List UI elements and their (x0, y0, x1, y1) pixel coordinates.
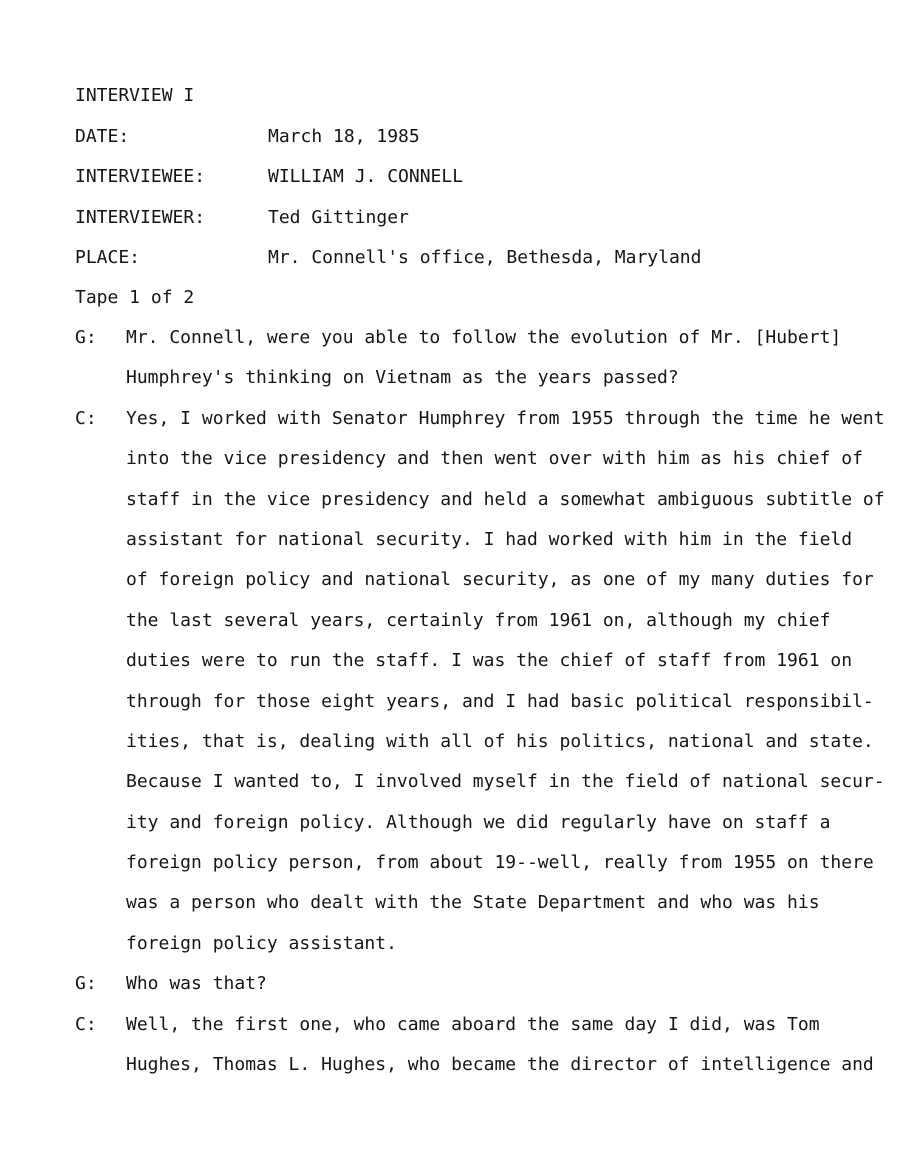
text-line: ity and foreign policy. Although we did regularly have on staff a (126, 811, 831, 833)
speech-text (126, 407, 921, 972)
text-line: through for those eight years, and I had basic political responsibil- (126, 690, 874, 712)
text-line: Because I wanted to, I involved myself in the field of national secur- (126, 771, 885, 793)
text-line: ities, that is, dealing with all of his politics, national and state. (126, 730, 874, 752)
speech-text (126, 326, 921, 407)
interviewer-label: INTERVIEWER: (75, 206, 206, 228)
date-label: DATE: (75, 126, 130, 147)
speaker-label: G: (75, 973, 97, 995)
place-label: PLACE: (75, 247, 141, 269)
text-line: staff in the vice presidency and held a somewhat ambiguous subtitle of (126, 488, 885, 510)
text-line: into the vice presidency and then went over with him as his chief of (126, 448, 863, 470)
interviewee-value: WILLIAM J. CONNELL (268, 166, 464, 188)
text-line: Hughes, Thomas L. Hughes, who became the director of intelligence and (126, 1054, 874, 1076)
date-value: March 18, 1985 (268, 126, 420, 147)
interviewer-value: Ted Gittinger (268, 206, 409, 228)
text-line: Who was that? (126, 973, 267, 995)
text-line: duties were to run the staff. I was the chief of staff from 1961 on (126, 650, 853, 672)
transcript-entry (0, 326, 921, 407)
text-line: foreign policy person, from about 19--well, really from 1955 on there (126, 852, 874, 874)
transcript-entry (0, 972, 921, 1012)
text-line: was a person who dealt with the State Department and who was his (126, 892, 820, 914)
text-line: Yes, I worked with Senator Humphrey from 1955 through the time he went (126, 407, 885, 429)
transcript (0, 326, 921, 1093)
transcript-entry (0, 407, 921, 972)
text-line: assistant for national security. I had worked with him in the field (126, 528, 853, 550)
speech-text (126, 1013, 921, 1094)
text-line: Humphrey's thinking on Vietnam as the years passed? (126, 367, 679, 389)
speaker-label: C: (75, 1013, 97, 1035)
place-value: Mr. Connell's office, Bethesda, Maryland (268, 247, 702, 269)
text-line: Mr. Connell, were you able to follow the evolution of Mr. [Hubert] (126, 327, 842, 348)
transcript-entry (0, 1013, 921, 1094)
text-line: Well, the first one, who came aboard the same day I did, was Tom (126, 1013, 820, 1035)
speech-text (126, 972, 921, 1012)
interviewee-label: INTERVIEWEE: (75, 166, 206, 188)
interview-title: INTERVIEW I (75, 85, 195, 106)
speaker-label: G: (75, 327, 97, 348)
text-line: foreign policy assistant. (126, 932, 397, 954)
tape-label: Tape 1 of 2 (75, 287, 195, 308)
speaker-label: C: (75, 407, 97, 429)
text-line: the last several years, certainly from 1961 on, although my chief (126, 609, 831, 631)
text-line: of foreign policy and national security, as one of my many duties for (126, 569, 874, 591)
